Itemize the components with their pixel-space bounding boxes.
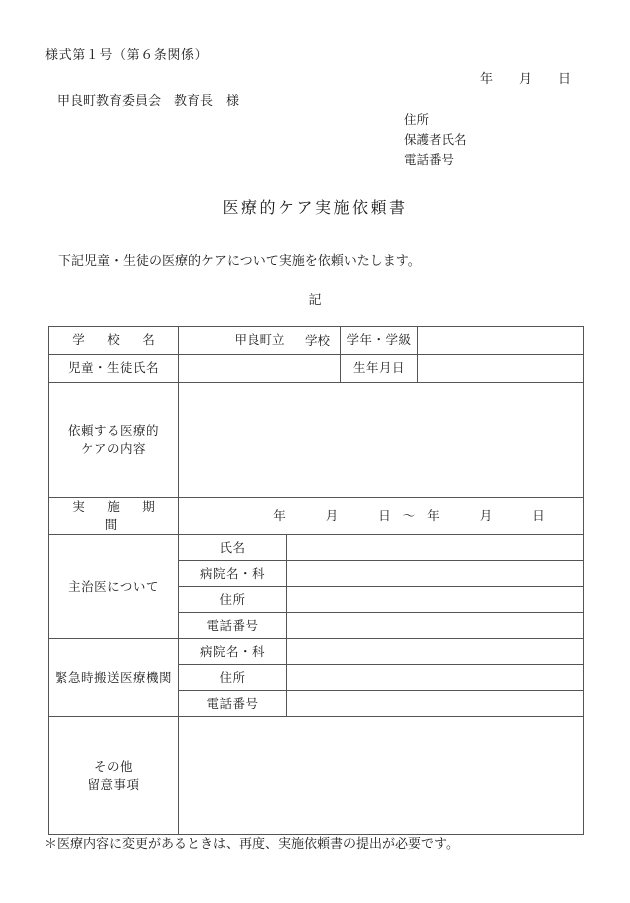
page-title: 医療的ケア実施依頼書 [222,200,408,217]
school-prefix-text: 甲良町立 [234,333,285,348]
period-label: 実 施 期 間 [49,498,179,535]
footnote-text: ＊医療内容に変更があるときは、再度、実施依頼書の提出が必要です。 [44,836,459,851]
doctor-phone-value[interactable] [287,613,584,639]
emergency-address-label: 住所 [179,665,287,691]
birthdate-label: 生年月日 [341,355,418,383]
doctor-address-label: 住所 [179,587,287,613]
emergency-address-value[interactable] [287,665,584,691]
table-row-emergency-hospital [49,639,584,665]
table-row-care-content [49,383,584,498]
date-line [480,68,571,87]
sender-info-block [404,110,467,170]
table-row-other-notes [49,717,584,835]
doctor-section-label: 主治医について [49,535,179,639]
emergency-phone-value[interactable] [287,691,584,717]
request-form-table [48,326,584,835]
other-notes-label-line2: 留意事項 [87,777,140,792]
date-month-label: 月 [519,71,533,86]
period-year2-label: 年 [427,509,440,524]
period-year1-label: 年 [273,509,286,524]
period-month1-label: 月 [325,509,339,524]
sender-guardian-name-label: 保護者氏名 [404,133,467,147]
date-day-label: 日 [558,71,572,86]
table-row-student [49,355,584,383]
other-notes-label [49,717,179,835]
care-content-label-line1: 依頼する医療的 [67,423,159,438]
doctor-phone-label: 電話番号 [179,613,287,639]
school-name-label: 学 校 名 [49,327,179,355]
form-number: 様式第１号（第６条関係） [45,47,209,62]
period-day2-label: 日 [532,509,545,524]
date-year-label: 年 [480,71,494,86]
doctor-hospital-value[interactable] [287,561,584,587]
period-month2-label: 月 [479,509,493,524]
emergency-section-label: 緊急時搬送医療機関 [49,639,179,717]
doctor-address-value[interactable] [287,587,584,613]
school-name-value[interactable] [179,327,341,355]
sender-address-label: 住所 [404,113,430,127]
addressee-line: 甲良町教育委員会 教育長 様 [57,93,240,108]
doctor-name-label: 氏名 [179,535,287,561]
grade-class-label: 学年・学級 [341,327,418,355]
other-notes-value[interactable] [179,717,584,835]
student-name-label: 児童・生徒氏名 [49,355,179,383]
grade-class-value[interactable] [418,327,584,355]
care-content-label-line2: ケアの内容 [80,442,146,456]
emergency-phone-label: 電話番号 [179,691,287,717]
school-suffix-text: 学校 [305,333,331,348]
ki-marker: 記 [308,292,322,307]
sender-phone-label: 電話番号 [404,153,455,167]
care-content-value[interactable] [179,383,584,498]
doctor-hospital-label: 病院名・科 [179,561,287,587]
table-row-school [49,327,584,355]
birthdate-value[interactable] [418,355,584,383]
other-notes-label-line1: その他 [93,759,133,774]
period-tilde-mark: ～ [402,509,416,524]
table-row-period [49,498,584,535]
care-content-label [49,383,179,498]
doctor-name-value[interactable] [287,535,584,561]
intro-sentence: 下記児童・生徒の医療的ケアについて実施を依頼いたします。 [58,253,421,268]
student-name-value[interactable] [179,355,341,383]
emergency-hospital-value[interactable] [287,639,584,665]
emergency-hospital-label: 病院名・科 [179,639,287,665]
table-row-doctor-name [49,535,584,561]
period-value[interactable] [179,498,584,535]
period-day1-label: 日 [378,509,391,524]
